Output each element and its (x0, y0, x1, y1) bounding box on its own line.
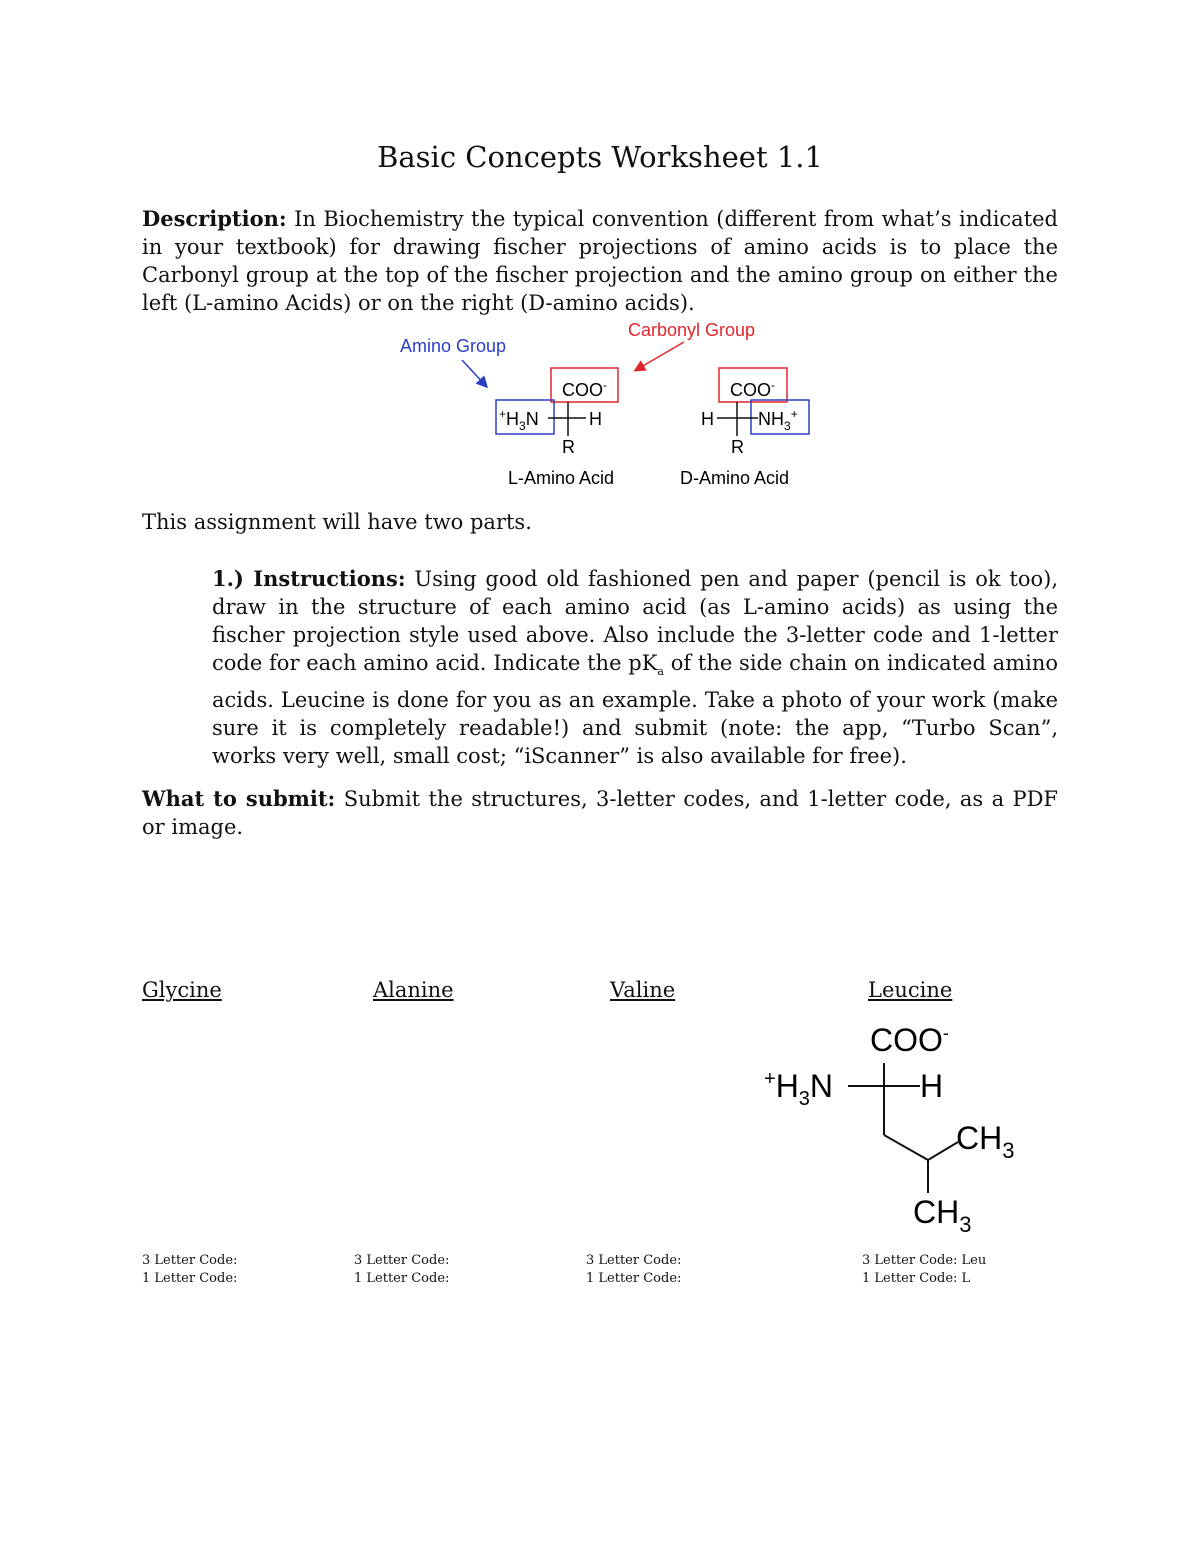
d-nh3-text: $NH_3^+$ (758, 407, 798, 433)
alanine-codes (354, 1252, 449, 1288)
page-title: Basic Concepts Worksheet 1.1 (377, 140, 823, 174)
leucine-side-chain-bond-1 (884, 1135, 928, 1160)
glycine-three-letter: 3 Letter Code: (142, 1253, 238, 1268)
leucine-codes (862, 1252, 986, 1288)
d-r-text: R (731, 437, 744, 457)
l-h-text: H (589, 409, 602, 429)
leucine-coo-charge: - (942, 1023, 949, 1043)
leucine-ch3-text-2: CH (913, 1194, 960, 1230)
l-coo-charge: - (603, 378, 608, 392)
intro-text: This assignment will have two parts. (142, 510, 532, 534)
what-to-submit-label: What to submit (142, 786, 328, 811)
d-coo-text: COO (730, 380, 772, 400)
leucine-coo-text: COO (870, 1022, 943, 1058)
l-amino-acid-label: L-Amino Acid (508, 468, 615, 488)
valine-codes (586, 1252, 681, 1288)
d-coo-charge: - (771, 378, 776, 392)
pka-subscript: a (657, 665, 664, 679)
svg-text:COO- (870, 1022, 949, 1058)
carbonyl-group-arrow (636, 342, 684, 370)
description-text: In Biochemistry the typical convention (different from what’s indicated in your textbook) for drawing fischer projections of amino acids is to place the Carbonyl group at the top of the fischer projection and the amino group on either the left (L-amino Acids) or on the right (D-amino acids). (142, 207, 1058, 315)
what-to-submit-text: Submit the structures, 3-letter codes, and 1-letter code, as a PDF or image. (142, 787, 1058, 839)
svg-text:COO- (730, 378, 775, 400)
leucine-three-letter: 3 Letter Code: Leu (862, 1253, 987, 1268)
d-amino-acid-label: D-Amino Acid (680, 468, 790, 488)
glycine-heading: Glycine (142, 978, 222, 1002)
valine-heading: Valine (610, 978, 676, 1002)
valine-one-letter: 1 Letter Code: (586, 1271, 682, 1286)
amino-group-label: Amino Group (400, 336, 507, 356)
leucine-nh3-text: $^+H_3N$ (764, 1068, 834, 1110)
svg-text:COO- (562, 378, 607, 400)
leucine-ch3-text-1: CH (956, 1120, 1003, 1156)
leucine-one-letter: 1 Letter Code: L (862, 1271, 971, 1286)
valine-three-letter: 3 Letter Code: (586, 1253, 682, 1268)
l-coo-text: COO (562, 380, 604, 400)
leucine-structure (760, 1015, 1040, 1235)
description-label: Description (142, 206, 279, 231)
instructions-paragraph: 1.) Instructions: Using good old fashioned pen and paper (pencil is ok too), draw in the structure of each amino acid (as L-amino acids) as using the fischer projection style used above. Also include the 3-letter code and 1-letter code for each amino acid. Indicate the $pK_a$ of the side chain on indicated amino acids. Leucine is done for you as an example. Take a photo of your work (make sure it is completely readable!) and submit (note: the app, “Turbo Scan”, works very well, small cost; “iScanner” is also available for free). (212, 566, 1058, 769)
amino-group-arrow (462, 360, 486, 386)
description-paragraph: Description: In Biochemistry the typical convention (different from what’s indicated in your textbook) for drawing fischer projections of amino acids is to place the Carbonyl group at the top of the fischer projection and the amino group on either the left (L-amino Acids) or on the right (D-amino acids). (142, 206, 1058, 315)
fischer-projection-figure (380, 310, 840, 490)
leucine-h-text: H (920, 1068, 944, 1104)
d-h-text: H (701, 409, 714, 429)
l-nh3-text: $^+H_3N$ (499, 407, 539, 433)
svg-text:CH3: $CH_3$ (913, 1194, 972, 1235)
instructions-text-after: of the side chain on indicated amino acids. Leucine is done for you as an example. Take a photo of your work (make sure it is completely readable!) and submit (note: the app, “Turbo Scan”, works very well, small cost; “iScanner” is also available for free). (212, 651, 1058, 769)
alanine-one-letter: 1 Letter Code: (354, 1271, 450, 1286)
svg-text:CH3: $CH_3$ (956, 1120, 1015, 1163)
l-r-text: R (562, 437, 575, 457)
alanine-heading: Alanine (373, 978, 454, 1002)
what-to-submit-paragraph: What to submit: Submit the structures, 3-letter codes, and 1-letter code, as a PDF or image. (142, 786, 1058, 839)
leucine-heading: Leucine (868, 978, 953, 1002)
carbonyl-group-label: Carbonyl Group (628, 320, 756, 340)
instructions-text: Using good old fashioned pen and paper (pencil is ok too), draw in the structure of each amino acid (as L-amino acids) as using the fischer projection style used above. Also include the 3-letter code and 1-letter code for each amino acid. Indicate the pK (212, 567, 1058, 675)
leucine-side-chain-bond-2 (928, 1142, 958, 1160)
alanine-three-letter: 3 Letter Code: (354, 1253, 450, 1268)
glycine-one-letter: 1 Letter Code: (142, 1271, 238, 1286)
instructions-label: 1.) Instructions (212, 566, 398, 591)
glycine-codes (142, 1252, 237, 1288)
